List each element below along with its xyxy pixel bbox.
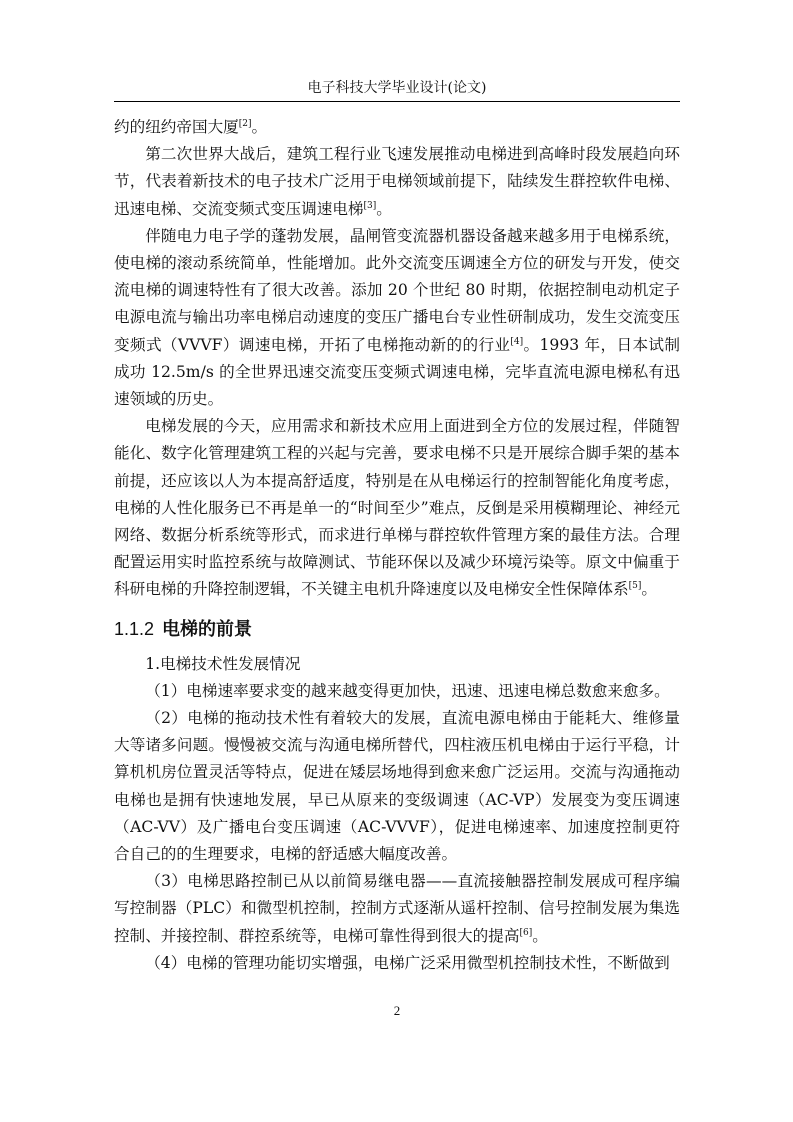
subheading: 1.电梯技术性发展情况 [145, 654, 301, 673]
page-body [114, 114, 680, 977]
citation: [3] [363, 200, 377, 211]
section-number: 1.1.2 [114, 618, 155, 639]
paragraph: 伴随电力电子学的蓬勃发展，晶闸管变流器机器设备越来越多用于电梯系统，使电梯的滚动系统简单，性能增加。此外交流变压调速全方位的研发与开发，使交流电梯的调速特性有了很大改善。添加 20 个世纪 80 时期，依据控制电动机定子电源电流与输出功率电梯启动速度的变压广播电台专业性研制成功，发生交流变压变频式（VVVF）调速电梯，开拓了电梯拖动新的的行业[4]。1993 年，日本试制成功 12.5m/s 的全世界迅速交流变压变频式调速电梯，完毕直流电源电梯私有迅速领域的历史。 [114, 226, 680, 409]
page-header: 电子科技大学毕业设计(论文) [307, 80, 487, 96]
page-number: 2 [393, 1003, 401, 1018]
paragraph: 第二次世界大战后，建筑工程行业飞速发展推动电梯进到高峰时段发展趋向环节，代表着新技术的电子技术广泛用于电梯领域前提下，陆续发生群控软件电梯、迅速电梯、交流变频式变压调速电梯[3]。 [114, 145, 680, 218]
citation: [5] [628, 581, 642, 592]
citation: [2] [238, 119, 252, 129]
paragraph: 电梯发展的今天，应用需求和新技术应用上面进到全方位的发展过程，伴随智能化、数字化管理建筑工程的兴起与完善，要求电梯不只是开展综合脚手架的基本前提，还应该以人为本提高舒适度，特别是在从电梯运行的控制智能化角度考虑，电梯的人性化服务已不再是单一的“时间至少”难点，反倒是采用模糊理论、神经元网络、数据分析系统等形式，而求进行单梯与群控软件管理方案的最佳方法。合理配置运用实时监控系统与故障测试、节能环保以及减少环境污染等。原文中偏重于科研电梯的升降控制逻辑，不关键主电机升降速度以及电梯安全性保障体系[5]。 [114, 417, 680, 599]
list-item: （3）电梯思路控制已从以前简易继电器——直流接触器控制发展成可程序编写控制器（PLC）和微型机控制，控制方式逐渐从遥杆控制、信号控制发展为集选控制、并接控制、群控系统等，电梯可靠性得到很大的提高[6]。 [114, 872, 680, 945]
citation: [4] [510, 336, 524, 347]
list-item: （1）电梯速率要求变的越来越变得更加快，迅速、迅速电梯总数愈来愈多。 [145, 681, 670, 700]
list-item: （4）电梯的管理功能切实增强，电梯广泛采用微型机控制技术性，不断做到 [145, 953, 670, 972]
list-item: （2）电梯的拖动技术性有着较大的发展，直流电源电梯由于能耗大、维修量大等诸多问题。慢慢被交流与沟通电梯所替代，四柱液压机电梯由于运行平稳，计算机机房位置灵活等特点，促进在矮层场地得到愈来愈广泛运用。交流与沟通拖动电梯也是拥有快速地发展，早已从原来的变级调速（AC-VP）发展变为变压调速（AC-VV）及广播电台变压调速（AC-VVVF），促进电梯速率、加速度控制更符合自己的的生理要求，电梯的舒适感大幅度改善。 [114, 709, 680, 864]
section-title: 电梯的前景 [162, 618, 253, 640]
header-rule [114, 101, 680, 102]
citation: [6] [519, 927, 533, 938]
section-heading [114, 614, 680, 645]
paragraph: 约的纽约帝国大厦[2]。 [114, 118, 268, 136]
